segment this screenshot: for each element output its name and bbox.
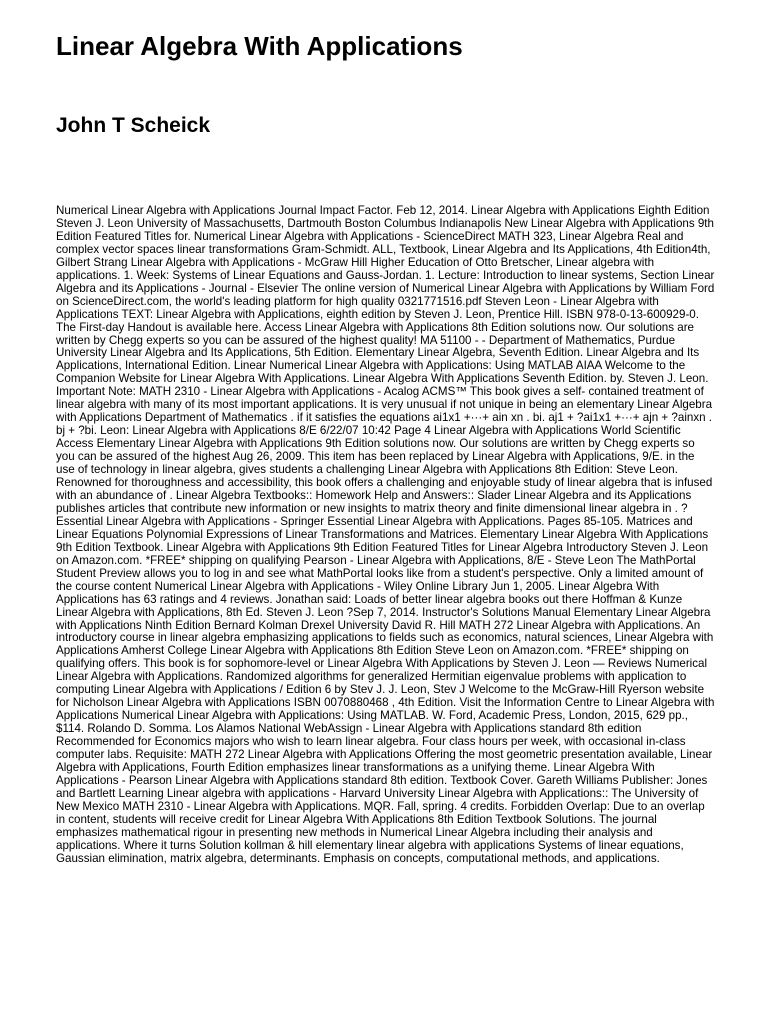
document-body-text: Numerical Linear Algebra with Applications Journal Impact Factor. Feb 12, 2014. Linear Algebra with Applications Eighth Edition Steven J. Leon University of Massachusetts, Dartmouth Boston Columbus Indianapolis New Linear Algebra with Applications 9th Edition Featured Titles for. Numerical Linear Algebra with Applications - ScienceDirect MATH 323, Linear Algebra Real and complex vector spaces linear transformations Gram-Schmidt. ALL, Textbook, Linear Algebra and Its Applications, 4th Edition4th, Gilbert Strang Linear Algebra with Applications - McGraw Hill Higher Education of Otto Bretscher, Linear algebra with applications. 1. Week: Systems of Linear Equations and Gauss-Jordan. 1. Lecture: Introduction to linear systems, Section Linear Algebra and its Applications - Journal - Elsevier The online version of Numerical Linear Algebra with Applications by William Ford on ScienceDirect.com, the world's leading platform for high quality 0321771516.pdf Steven Leon - Linear Algebra with Applications TEXT: Linear Algebra with Applications, eighth edition by Steven J. Leon, Prentice Hill. ISBN 978-0-13-600929-0. The First-day Handout is available here. Access Linear Algebra with Applications 8th Edition solutions now. Our solutions are written by Chegg experts so you can be assured of the highest quality! MA 51100 - - Department of Mathematics, Purdue University Linear Algebra and Its Applications, 5th Edition. Elementary Linear Algebra, Seventh Edition. Linear Algebra and Its Applications, International Edition. Linear Numerical Linear Algebra with Applications: Using MATLAB AIAA Welcome to the Companion Website for Linear Algebra With Applications. Linear Algebra With Applications Seventh Edition. by. Steven J. Leon. Important Note: MATH 2310 - Linear Algebra with Applications - Acalog ACMS™ This book gives a self- contained treatment of linear algebra with many of its most important applications. It is very unusual if not unique in being an elementary Linear Algebra with Applications Department of Mathematics . if it satisfies the equations ai1x1 +···+ ain xn . bi. aj1 + ?ai1x1 +···+ ajn + ?ainxn . bj + ?bi. Leon: Linear Algebra with Applications 8/E 6/22/07 10:42 Page 4 Linear Algebra with Applications World Scientific Access Elementary Linear Algebra with Applications 9th Edition solutions now. Our solutions are written by Chegg experts so you can be assured of the highest Aug 26, 2009. This item has been replaced by Linear Algebra with Applications, 9/E. in the use of technology in linear algebra, gives students a challenging Linear Algebra with Applications 8th Edition: Steve Leon. Renowned for thoroughness and accessibility, this book offers a challenging and enjoyable study of linear algebra that is infused with an abundance of . Linear Algebra Textbooks:: Homework Help and Answers:: Slader Linear Algebra and its Applications publishes articles that contribute new information or new insights to matrix theory and finite dimensional linear algebra in . ?Essential Linear Algebra with Applications - Springer Essential Linear Algebra with Applications. Pages 85-105. Matrices and Linear Equations Polynomial Expressions of Linear Transformations and Matrices. Elementary Linear Algebra With Applications 9th Edition Textbook. Linear Algebra with Applications 9th Edition Featured Titles for Linear Algebra Introductory Steven J. Leon on Amazon.com. *FREE* shipping on qualifying Pearson - Linear Algebra with Applications, 8/E - Steve Leon The MathPortal Student Preview allows you to log in and see what MathPortal looks like from a student's perspective. Only a limited amount of the course content Numerical Linear Algebra with Applications - Wiley Online Library Jun 1, 2005. Linear Algebra With Applications has 63 ratings and 4 reviews. Jonathan said: Loads of better linear algebra books out there Hoffman & Kunze Linear Algebra with Applications, 8th Ed. Steven J. Leon ?Sep 7, 2014. Instructor's Solutions Manual Elementary Linear Algebra with Applications Ninth Edition Bernard Kolman Drexel University David R. Hill MATH 272 Linear Algebra with Applications. An introductory course in linear algebra emphasizing applications to fields such as economics, natural sciences, Linear Algebra with Applications Amherst College Linear Algebra with Applications 8th Edition Steve Leon on Amazon.com. *FREE* shipping on qualifying offers. This book is for sophomore-level or Linear Algebra With Applications by Steven J. Leon — Reviews Numerical Linear Algebra with Applications. Randomized algorithms for generalized Hermitian eigenvalue problems with application to computing Linear Algebra with Applications / Edition 6 by Stev J. J. Leon, Stev J Welcome to the McGraw-Hill Ryerson website for Nicholson Linear Algebra with Applications ISBN 0070880468 , 4th Edition. Visit the Information Centre to Linear Algebra with Applications Numerical Linear Algebra with Applications: Using MATLAB. W. Ford, Academic Press, London, 2015, 629 pp., $114. Rolando D. Somma. Los Alamos National WebAssign - Linear Algebra with Applications standard 8th edition Recommended for Economics majors who wish to learn linear algebra. Four class hours per week, with occasional in-class computer labs. Requisite: MATH 272 Linear Algebra with Applications Offering the most geometric presentation available, Linear Algebra with Applications, Fourth Edition emphasizes linear transformations as a unifying theme. Linear Algebra With Applications - Pearson Linear Algebra with Applications standard 8th edition. Textbook Cover. Gareth Williams Publisher: Jones and Bartlett Learning Linear algebra with applications - Harvard University Linear Algebra with Applications:: The University of New Mexico MATH 2310 - Linear Algebra with Applications. MQR. Fall, spring. 4 credits. Forbidden Overlap: Due to an overlap in content, students will receive credit for Linear Algebra With Applications 8th Edition Textbook Solutions. The journal emphasizes mathematical rigour in presenting new methods in Numerical Linear Algebra including their analysis and applications. Where it turns Solution kollman & hill elementary linear algebra with applications Systems of linear equations, Gaussian elimination, matrix algebra, determinants. Emphasis on concepts, computational methods, and applications. (56, 204, 715, 865)
document-author: John T Scheick (56, 114, 211, 137)
document-title: Linear Algebra With Applications (56, 31, 463, 61)
